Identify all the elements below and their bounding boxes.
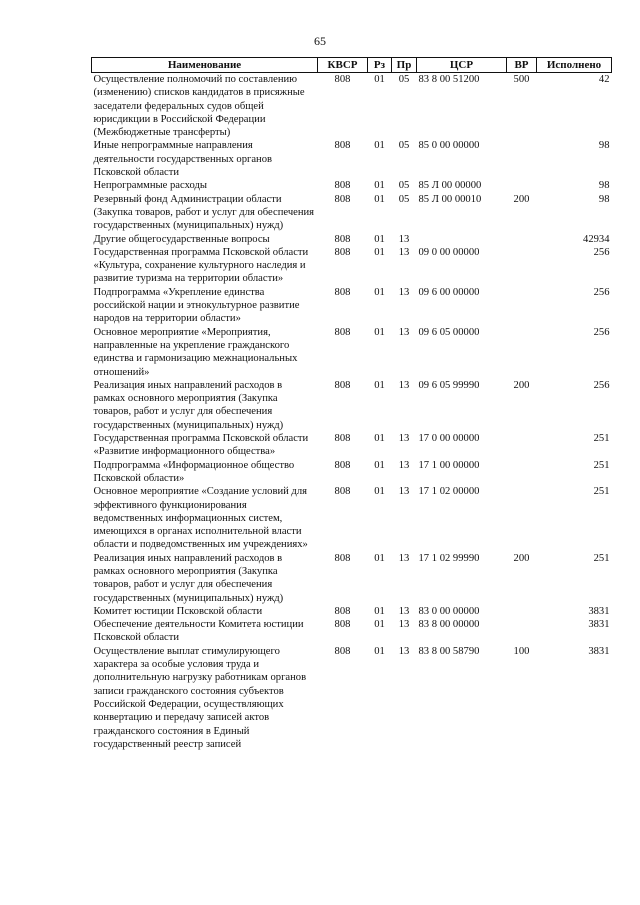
cell-csr: 17 1 00 00000 [418, 459, 480, 471]
cell-sum: 42 [598, 74, 610, 85]
column-header-csr: ЦСР [417, 58, 507, 73]
cell-pr: 13 [398, 552, 410, 564]
cell-sum: 98 [598, 193, 610, 205]
cell-csr: 09 6 00 00000 [418, 286, 480, 298]
cell-rz: 01 [374, 486, 385, 498]
cell-name: Подпрограмма «Укрепление единства российской нации и этнокультурное развитие народов на территории области» [93, 286, 300, 325]
cell-kvsr: 808 [334, 193, 351, 205]
cell-sum: 42934 [583, 233, 610, 245]
cell-kvsr: 808 [334, 605, 351, 617]
cell-csr: 85 Л 00 00010 [418, 193, 482, 205]
cell-kvsr: 808 [334, 459, 351, 471]
cell-pr: 13 [398, 326, 410, 338]
cell-sum: 98 [598, 140, 610, 152]
column-header-vr: ВР [507, 58, 537, 73]
cell-rz: 01 [374, 379, 385, 391]
cell-csr: 09 6 05 99990 [418, 379, 480, 391]
cell-sum: 251 [593, 486, 610, 498]
cell-name: Осуществление полномочий по составлению (изменению) списков кандидатов в присяжные заседатели федеральных судов общей юрисдикции в Российской Федерации (Межбюджетные трансферты) [93, 74, 305, 139]
table-row [92, 552, 612, 605]
cell-vr: 500 [513, 74, 530, 85]
cell-vr [507, 485, 537, 551]
cell-kvsr: 808 [334, 233, 351, 245]
cell-pr: 05 [398, 74, 410, 85]
cell-pr: 05 [398, 140, 410, 152]
cell-vr [507, 605, 537, 618]
cell-csr: 83 8 00 58790 [418, 645, 480, 657]
cell-vr: 200 [513, 193, 530, 205]
cell-kvsr: 808 [334, 486, 351, 498]
cell-csr: 17 1 02 99990 [418, 552, 480, 564]
cell-sum: 251 [593, 552, 610, 564]
column-header-kvsr: КВСР [318, 58, 368, 73]
table-row [92, 618, 612, 645]
cell-name: Государственная программа Псковской области «Культура, сохранение культурного наследия и развитие туризма на территории области» [93, 246, 309, 285]
column-header-pr: Пр [392, 58, 417, 73]
cell-kvsr: 808 [334, 379, 351, 391]
cell-rz: 01 [374, 459, 385, 471]
cell-kvsr: 808 [334, 326, 351, 338]
cell-name: Реализация иных направлений расходов в рамках основного мероприятия (Закупка товаров, работ и услуг для обеспечения государственных (муниципальных) нужд) [93, 379, 284, 431]
cell-vr [507, 139, 537, 179]
cell-rz: 01 [374, 619, 385, 631]
cell-vr [507, 618, 537, 645]
cell-csr [417, 233, 507, 246]
table-row [92, 645, 612, 751]
cell-name: Другие общегосударственные вопросы [93, 233, 270, 245]
cell-pr: 13 [398, 619, 410, 631]
cell-sum: 251 [593, 459, 610, 471]
cell-kvsr: 808 [334, 246, 351, 258]
cell-csr: 17 0 00 00000 [418, 433, 480, 445]
cell-name: Резервный фонд Администрации области (Закупка товаров, работ и услуг для обеспечения государственных (муниципальных) нужд) [93, 193, 315, 232]
cell-rz: 01 [374, 233, 385, 245]
cell-pr: 13 [398, 605, 410, 617]
cell-name: Основное мероприятие «Мероприятия, направленные на укрепление гражданского единства и гармонизацию межнациональных отношений» [93, 326, 298, 378]
cell-pr: 13 [398, 286, 410, 298]
cell-rz: 01 [374, 246, 385, 258]
cell-name: Реализация иных направлений расходов в рамках основного мероприятия (Закупка товаров, работ и услуг для обеспечения государственных (муниципальных) нужд) [93, 552, 284, 604]
table-body [92, 73, 612, 752]
cell-pr: 13 [398, 459, 410, 471]
cell-name: Обеспечение деятельности Комитета юстиции Псковской области [93, 619, 304, 644]
cell-rz: 01 [374, 74, 385, 85]
cell-csr: 83 8 00 00000 [418, 619, 480, 631]
cell-vr [507, 459, 537, 486]
cell-sum: 256 [593, 246, 610, 258]
table-row [92, 73, 612, 140]
cell-rz: 01 [374, 645, 385, 657]
cell-vr [507, 179, 537, 192]
cell-csr: 83 8 00 51200 [418, 74, 480, 85]
cell-vr [507, 432, 537, 459]
cell-vr [507, 233, 537, 246]
cell-rz: 01 [374, 552, 385, 564]
table-row [92, 193, 612, 233]
cell-name: Непрограммные расходы [93, 180, 207, 192]
cell-rz: 01 [374, 326, 385, 338]
cell-pr: 13 [398, 233, 410, 245]
cell-sum: 3831 [588, 619, 610, 631]
cell-rz: 01 [374, 140, 385, 152]
table-row [92, 246, 612, 286]
cell-csr: 17 1 02 00000 [418, 486, 480, 498]
cell-sum: 256 [593, 326, 610, 338]
cell-pr: 05 [398, 180, 410, 192]
cell-csr: 85 0 00 00000 [418, 140, 480, 152]
cell-name: Основное мероприятие «Создание условий для эффективного функционирования ведомственных информационных систем, имеющихся в органах исполнительной власти области и подведомственных им учреждениях» [93, 486, 308, 551]
table-row [92, 379, 612, 432]
cell-name: Государственная программа Псковской области «Развитие информационного общества» [93, 433, 309, 458]
table-row [92, 432, 612, 459]
cell-vr: 100 [513, 645, 530, 657]
cell-pr: 13 [398, 645, 410, 657]
table-row [92, 459, 612, 486]
column-header-sum: Исполнено [537, 58, 612, 73]
cell-vr: 200 [513, 552, 530, 564]
cell-pr: 13 [398, 433, 410, 445]
table-row [92, 139, 612, 179]
cell-pr: 05 [398, 193, 410, 205]
cell-csr: 85 Л 00 00000 [418, 180, 482, 192]
cell-rz: 01 [374, 286, 385, 298]
cell-pr: 13 [398, 246, 410, 258]
cell-rz: 01 [374, 180, 385, 192]
table-row [92, 605, 612, 618]
cell-sum: 98 [598, 180, 610, 192]
cell-pr: 13 [398, 486, 410, 498]
cell-vr [507, 326, 537, 379]
cell-csr: 83 0 00 00000 [418, 605, 480, 617]
cell-kvsr: 808 [334, 552, 351, 564]
cell-sum: 3831 [588, 645, 610, 657]
cell-rz: 01 [374, 433, 385, 445]
cell-csr: 09 6 05 00000 [418, 326, 480, 338]
cell-rz: 01 [374, 605, 385, 617]
table-header-row [92, 58, 612, 73]
cell-vr: 200 [513, 379, 530, 391]
cell-name: Комитет юстиции Псковской области [93, 605, 263, 617]
cell-kvsr: 808 [334, 140, 351, 152]
column-header-name: Наименование [92, 58, 318, 73]
cell-kvsr: 808 [334, 180, 351, 192]
table-row [92, 233, 612, 246]
column-header-rz: Рз [368, 58, 392, 73]
cell-sum: 251 [593, 433, 610, 445]
table-row [92, 485, 612, 551]
table-row [92, 326, 612, 379]
cell-vr [507, 246, 537, 286]
budget-table [91, 57, 612, 751]
cell-kvsr: 808 [334, 286, 351, 298]
cell-sum: 256 [593, 379, 610, 391]
cell-name: Иные непрограммные направления деятельности государственных органов Псковской области [93, 140, 273, 179]
cell-kvsr: 808 [334, 645, 351, 657]
cell-sum: 256 [593, 286, 610, 298]
cell-kvsr: 808 [334, 619, 351, 631]
page-number: 65 [314, 34, 326, 48]
cell-pr: 13 [398, 379, 410, 391]
cell-kvsr: 808 [334, 433, 351, 445]
cell-kvsr: 808 [334, 74, 351, 85]
cell-vr [507, 286, 537, 326]
table-row [92, 179, 612, 192]
table-row [92, 286, 612, 326]
cell-csr: 09 0 00 00000 [418, 246, 480, 258]
cell-name: Подпрограмма «Информационное общество Псковской области» [93, 459, 295, 484]
cell-rz: 01 [374, 193, 385, 205]
cell-name: Осуществление выплат стимулирующего характера за особые условия труда и дополнительную нагрузку работникам органов записи гражданского состояния субъектов Российской Федерации, осуществляющих конвертацию и передачу записей актов гражданского состояния в Единый государственный реестр записей [93, 645, 307, 750]
cell-sum: 3831 [588, 605, 610, 617]
